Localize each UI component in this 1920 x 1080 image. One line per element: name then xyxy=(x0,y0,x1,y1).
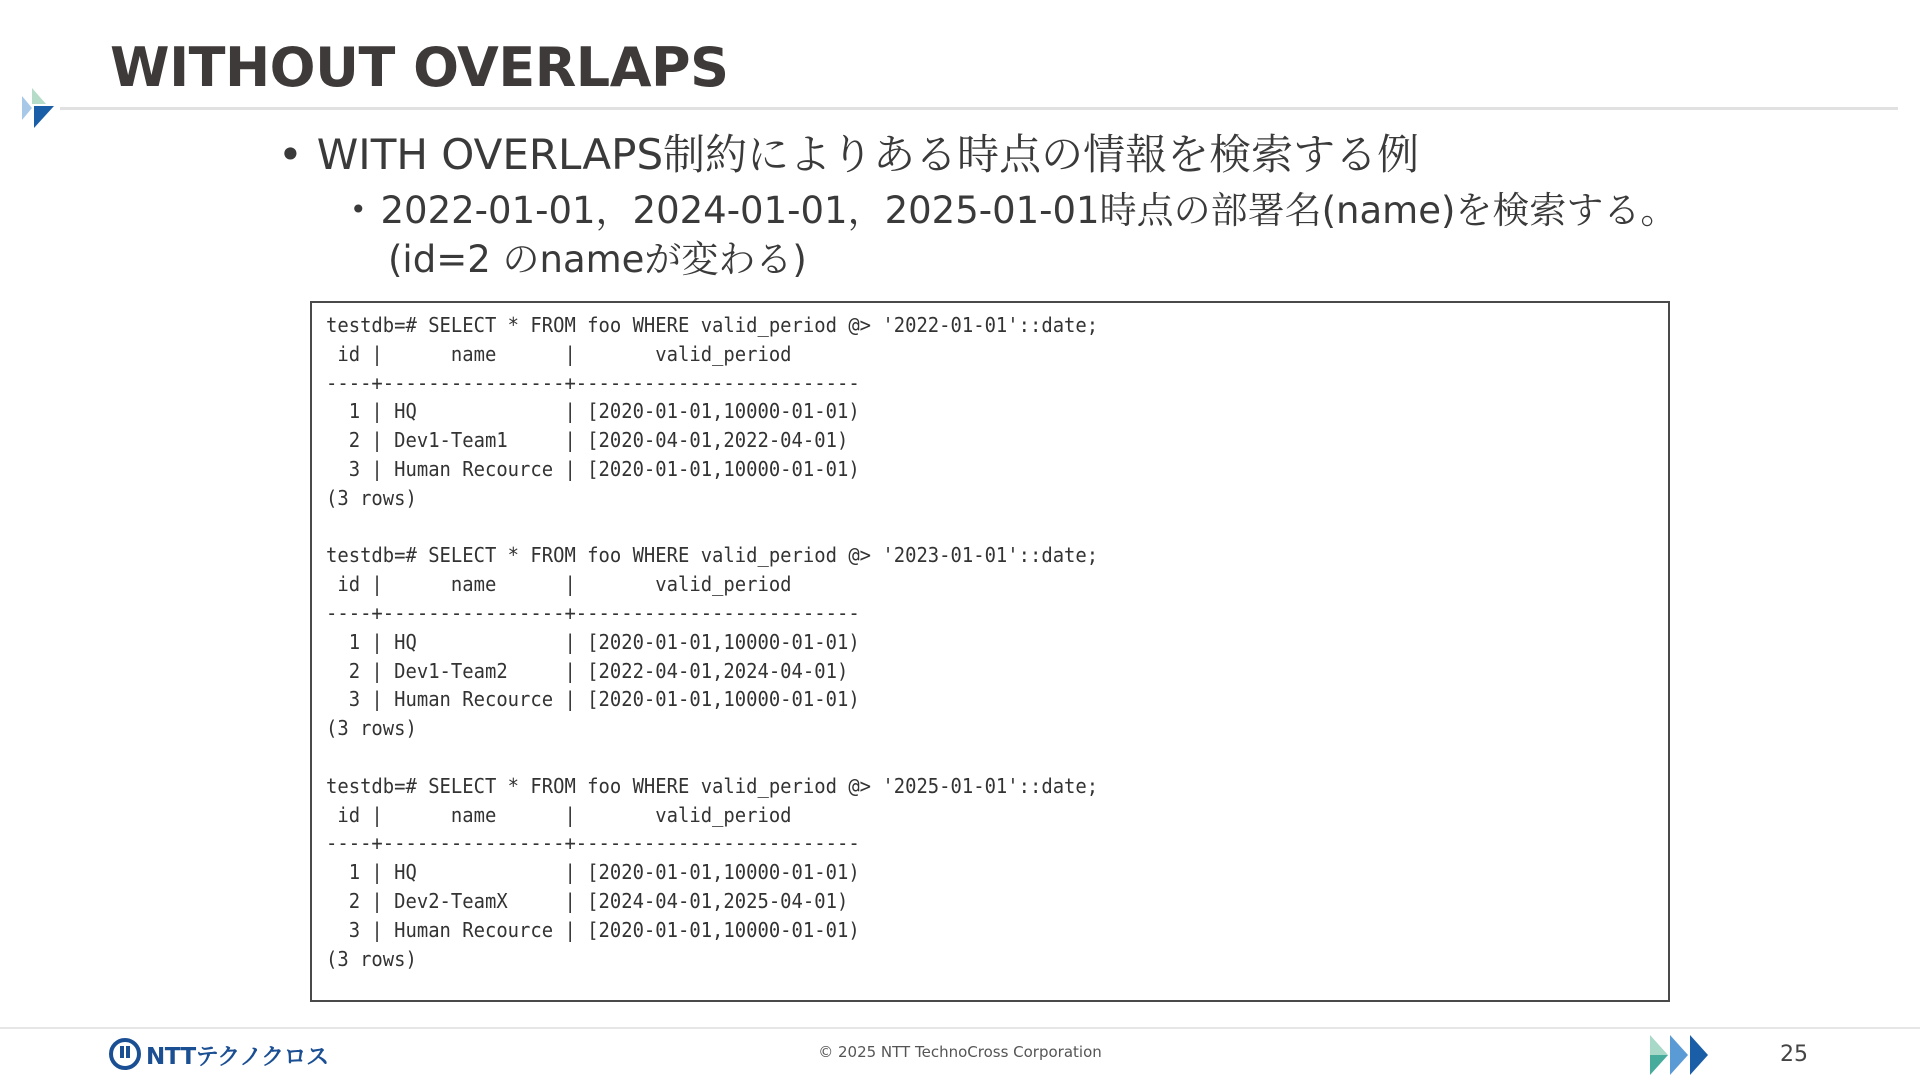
copyright-notice: © 2025 NTT TechnoCross Corporation xyxy=(818,1043,1102,1061)
sql-output-box xyxy=(310,301,1670,1002)
footer-divider xyxy=(0,1027,1920,1029)
bullet-2-text-line-2: (id=2 のnameが変わる) xyxy=(388,238,807,281)
logo-text: NTTテクノクロス xyxy=(146,1043,329,1070)
bullet-level-2 xyxy=(350,188,1677,283)
sql-output-text: testdb=# SELECT * FROM foo WHERE valid_period @> '2022-01-01'::date; id | name | valid_period ----+----------------+------------------------- 1 | HQ | [2020-01-01,10000-01-01) 2 | Dev1-Team1 | [2020-04-01,2022-04-01) 3 | Human Recource | [2020-01-01,10000-01-01) (3 rows) testdb=# SELECT * FROM foo WHERE valid_period @> '2023-01-01'::date; id | name | valid_period ----+----------------+------------------------- 1 | HQ | [2020-01-01,10000-01-01) 2 | Dev1-Team2 | [2022-04-01,2024-04-01) 3 | Human Recource | [2020-01-01,10000-01-01) (3 rows) testdb=# SELECT * FROM foo WHERE valid_period @> '2025-01-01'::date; id | name | valid_period ----+----------------+------------------------- 1 | HQ | [2020-01-01,10000-01-01) 2 | Dev2-TeamX | [2024-04-01,2025-04-01) 3 | Human Recource | [2020-01-01,10000-01-01) (3 rows) xyxy=(326,313,1099,971)
slide-title: WITHOUT OVERLAPS xyxy=(110,36,729,99)
bullet-2-text-line-1: 2022-01-01，2024-01-01，2025-01-01時点の部署名(name)を検索する。 xyxy=(380,189,1678,232)
title-divider xyxy=(60,107,1898,110)
page-number: 25 xyxy=(1780,1042,1808,1067)
bullet-1-text: WITH OVERLAPS制約によりある時点の情報を検索する例 xyxy=(316,130,1420,179)
bullet-marker: • xyxy=(278,130,303,179)
triple-chevron-icon xyxy=(1650,1033,1720,1077)
bullet-marker: • xyxy=(350,193,367,226)
bullet-level-1 xyxy=(278,122,1419,182)
title-chevron-icon xyxy=(22,88,64,132)
